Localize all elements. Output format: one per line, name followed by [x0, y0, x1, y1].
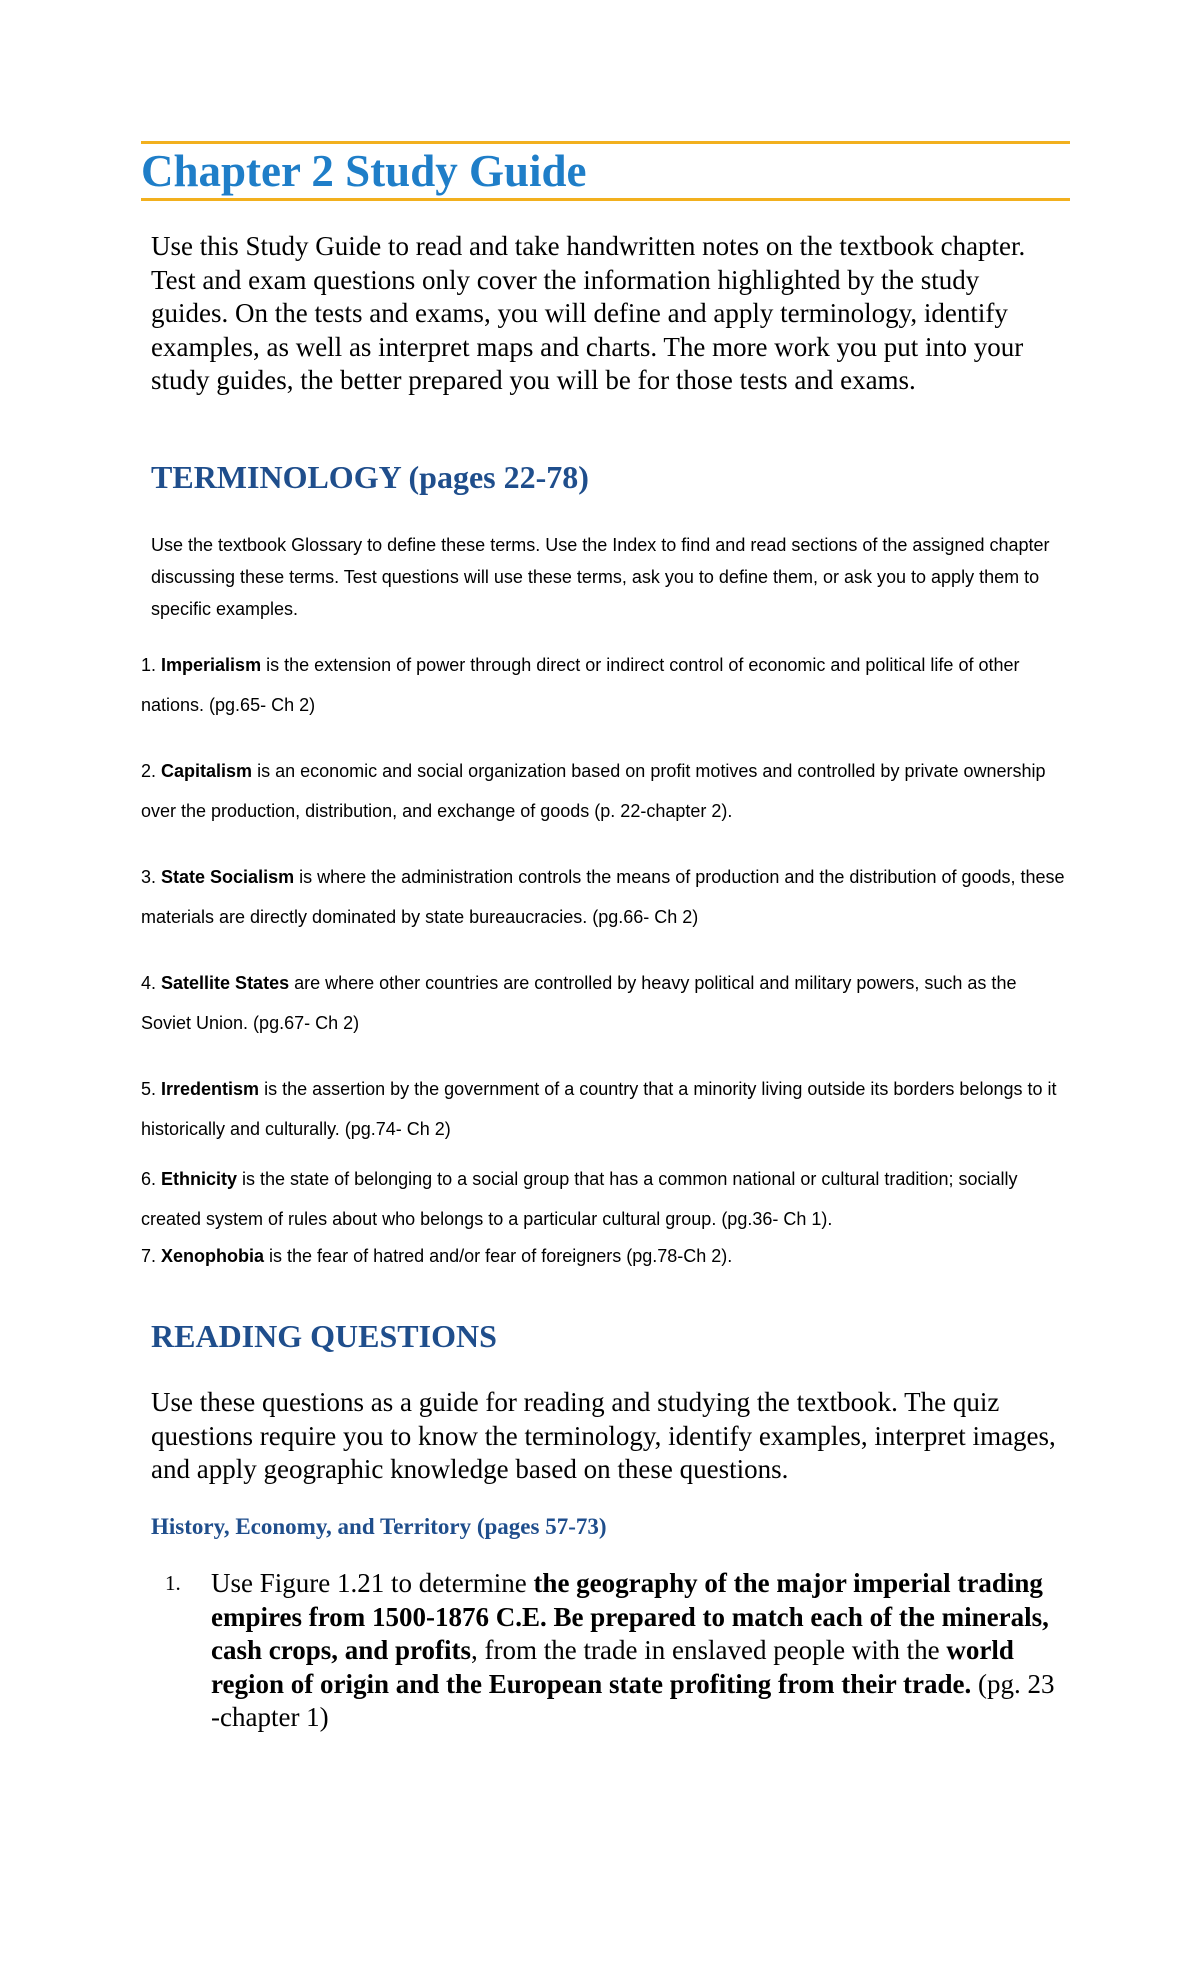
- terminology-list: [141, 645, 1071, 1273]
- term-number: 5.: [141, 1079, 157, 1099]
- term-item: [141, 857, 1071, 937]
- term-definition: are where other countries are controlled by heavy political and military powers, such as the Soviet Union. (pg.67- Ch 2): [141, 973, 1017, 1033]
- term-definition: is the assertion by the government of a country that a minority living outside its borders belongs to it historically and culturally. (pg.74- Ch 2): [141, 1079, 1057, 1139]
- question-item: [165, 1567, 1070, 1735]
- term-number: 4.: [141, 973, 157, 993]
- term-name: Capitalism: [161, 761, 253, 781]
- term-name: Imperialism: [161, 655, 262, 675]
- term-definition: is the state of belonging to a social group that has a common national or cultural tradition; socially created system of rules about who belongs to a particular cultural group. (pg.36- Ch 1).: [141, 1169, 1018, 1229]
- reading-questions-heading: READING QUESTIONS: [151, 1318, 497, 1354]
- section-subheading: History, Economy, and Territory (pages 57-73): [151, 1514, 607, 1539]
- term-item: [141, 751, 1071, 831]
- term-item: [141, 1159, 1071, 1239]
- term-item: [141, 1239, 1071, 1273]
- term-number: 3.: [141, 867, 157, 887]
- terminology-intro: Use the textbook Glossary to define these terms. Use the Index to find and read sections of the assigned chapter discussing these terms. Test questions will use these terms, ask you to define them, or ask you to apply them to specific examples.: [151, 535, 1050, 619]
- term-number: 1.: [141, 655, 157, 675]
- term-definition: is where the administration controls the means of production and the distribution of goods, these materials are directly dominated by state bureaucracies. (pg.66- Ch 2): [141, 867, 1065, 927]
- page-title: Chapter 2 Study Guide: [141, 146, 587, 196]
- term-name: Satellite States: [161, 973, 290, 993]
- term-name: Ethnicity: [161, 1169, 238, 1189]
- term-name: Xenophobia: [161, 1246, 265, 1266]
- term-item: [141, 645, 1071, 725]
- terminology-heading: TERMINOLOGY (pages 22-78): [151, 459, 589, 495]
- term-item: [141, 963, 1071, 1043]
- question-list: [165, 1567, 1070, 1735]
- term-number: 2.: [141, 761, 157, 781]
- term-item: [141, 1069, 1071, 1149]
- term-number: 6.: [141, 1169, 162, 1189]
- title-rule-bottom: [141, 198, 1070, 201]
- reading-questions-intro: Use these questions as a guide for reading and studying the textbook. The quiz questions require you to know the terminology, identify examples, interpret images, and apply geographic knowledge based on these questions.: [151, 1387, 1056, 1484]
- intro-paragraph: Use this Study Guide to read and take handwritten notes on the textbook chapter. Test and exam questions only cover the information highlighted by the study guides. On the tests and exams, you will define and apply terminology, identify examples, as well as interpret maps and charts. The more work you put into your study guides, the better prepared you will be for those tests and exams.: [151, 231, 1026, 395]
- question-number: 1.: [165, 1571, 181, 1595]
- term-definition: is the fear of hatred and/or fear of foreigners (pg.78-Ch 2).: [264, 1246, 733, 1266]
- term-definition: is an economic and social organization based on profit motives and controlled by private ownership over the production, distribution, and exchange of goods (p. 22-chapter 2).: [141, 761, 1046, 821]
- term-number: 7.: [141, 1246, 157, 1266]
- question-text: Use Figure 1.21 to determine the geography of the major imperial trading empires from 1500-1876 C.E. Be prepared to match each of the minerals, cash crops, and profits, from the trade in enslaved people with the world region of origin and the European state profiting from their trade. (pg. 23 -chapter 1): [211, 1568, 1055, 1732]
- term-name: Irredentism: [161, 1079, 260, 1099]
- term-definition: is the extension of power through direct or indirect control of economic and political life of other nations. (pg.65- Ch 2): [141, 655, 1020, 715]
- term-name: State Socialism: [161, 867, 295, 887]
